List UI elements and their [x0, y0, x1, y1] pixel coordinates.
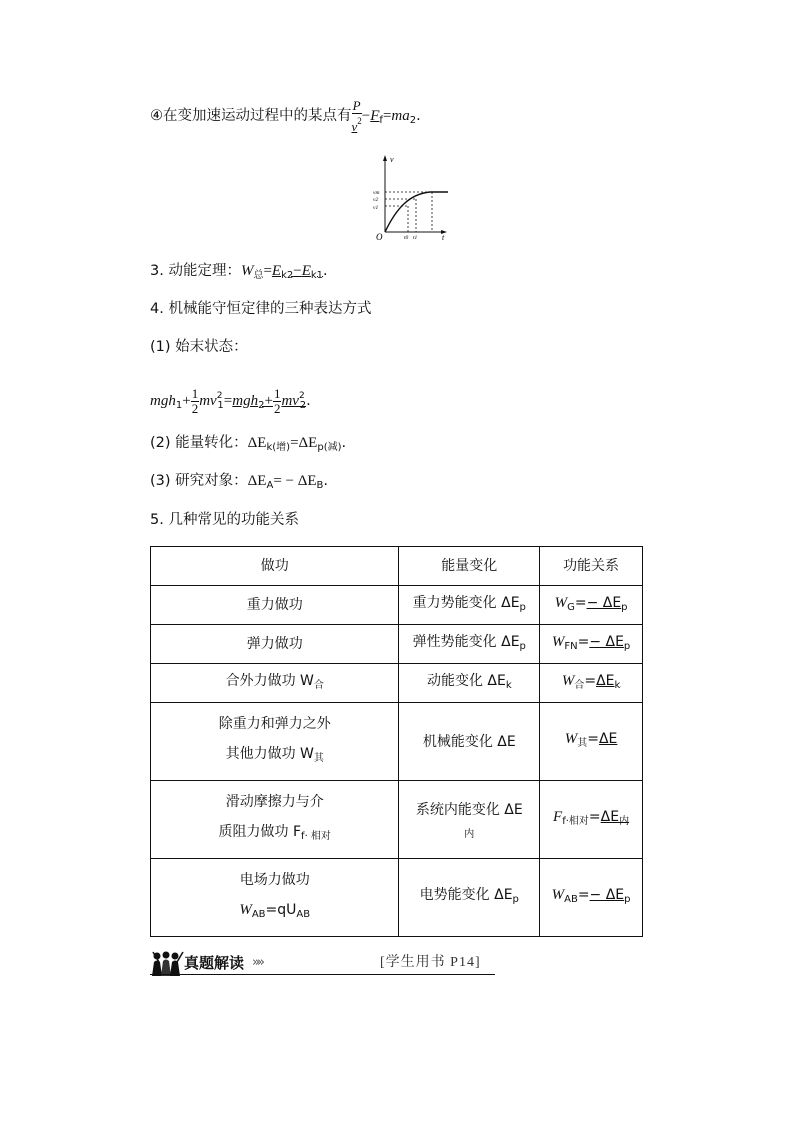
t0-label: t0: [404, 235, 409, 241]
section-banner: [150, 950, 495, 976]
banner-rule: [150, 974, 495, 975]
energy-cell: 系统内能变化 ΔE 内: [399, 781, 540, 859]
axis-t-label: t: [442, 233, 445, 242]
table-row: [151, 625, 643, 664]
work-cell: 合外力做功 $W_合$: [151, 664, 399, 703]
sec4-eq1: mgh$_1$+ $\frac{1}{2}$ $mv^2_1=mgh_2+$ $\frac{1}{2}$ $mv^2_2$.: [150, 385, 311, 416]
sec3-line: 3. 动能定理：$W_总=E_{k2}-E_{k1}$.: [150, 263, 328, 281]
vm-label: vm: [373, 190, 380, 196]
sec4-heading: 4. 机械能守恒定律的三种表达方式: [150, 301, 372, 317]
energy-cell: 重力势能变化 $\Delta E_p$: [399, 586, 540, 625]
item4-prefix: ④在变加速运动过程中的某点有: [150, 108, 352, 124]
v1-label: v1: [373, 205, 379, 211]
work-energy-table: [150, 546, 643, 937]
t1-label: t1: [413, 235, 418, 241]
work-cell: 滑动摩擦力与介 质阻力做功 $F_{f\cdot 相对}$: [151, 781, 399, 859]
v2-label: v2: [373, 197, 379, 203]
relation-cell: $W_合=\Delta E_k$: [540, 664, 643, 703]
table-row: [151, 781, 643, 859]
table-row: [151, 664, 643, 703]
relation-cell: $F_{f\cdot 相对}=\Delta E_内$: [540, 781, 643, 859]
work-cell: 重力做功: [151, 586, 399, 625]
table-row: [151, 859, 643, 937]
origin-label: O: [376, 232, 383, 242]
energy-cell: 电势能变化 $\Delta E_p$: [399, 859, 540, 937]
banner-title: 真题解读: [184, 954, 245, 972]
banner-ref: [学生用书 P14]: [380, 955, 481, 970]
axis-v-label: v: [390, 155, 394, 164]
students-icon: [150, 950, 186, 976]
table-header-row: [151, 547, 643, 586]
table-row: [151, 586, 643, 625]
sec4-item1: (1) 始末状态：: [150, 339, 248, 355]
vt-graph: [372, 152, 452, 242]
sec4-item3: (3) 研究对象：$\Delta E_A= - \Delta E_B$.: [150, 473, 329, 491]
v-axis-arrow: [383, 155, 387, 161]
sec5-heading: 5. 几种常见的功能关系: [150, 512, 299, 528]
relation-cell: $W_{AB}=- \Delta E_p$: [540, 859, 643, 937]
header-energy: 能量变化: [399, 547, 540, 586]
velocity-curve: [385, 192, 448, 232]
energy-cell: 弹性势能变化 $\Delta E_p$: [399, 625, 540, 664]
header-relation: 功能关系: [540, 547, 643, 586]
relation-cell: $W_其=\Delta E$: [540, 703, 643, 781]
relation-cell: $W_{FN}=- \Delta E_p$: [540, 625, 643, 664]
energy-cell: 动能变化 $\Delta E_k$: [399, 664, 540, 703]
work-cell: 弹力做功: [151, 625, 399, 664]
item4-line: ④在变加速运动过程中的某点有 $\frac{P}{v^2}$ $-F_f=ma_2$.: [150, 97, 421, 134]
table-row: [151, 703, 643, 781]
item4-fraction: $\frac{P}{v^2}$: [351, 97, 362, 134]
header-work: 做功: [151, 547, 399, 586]
work-cell: 电场力做功 $W_{AB}=qU_{AB}$: [151, 859, 399, 937]
relation-cell: $W_G=- \Delta E_p$: [540, 586, 643, 625]
work-cell: 除重力和弹力之外 其他力做功 $W_其$: [151, 703, 399, 781]
sec4-item2: (2) 能量转化：$\Delta E_{k(增)}=\Delta E_{p(减)}$.: [150, 435, 347, 453]
sec3-label: 3. 动能定理：: [150, 263, 241, 279]
banner-arrows: »»: [252, 955, 262, 970]
energy-cell: 机械能变化 ΔE: [399, 703, 540, 781]
